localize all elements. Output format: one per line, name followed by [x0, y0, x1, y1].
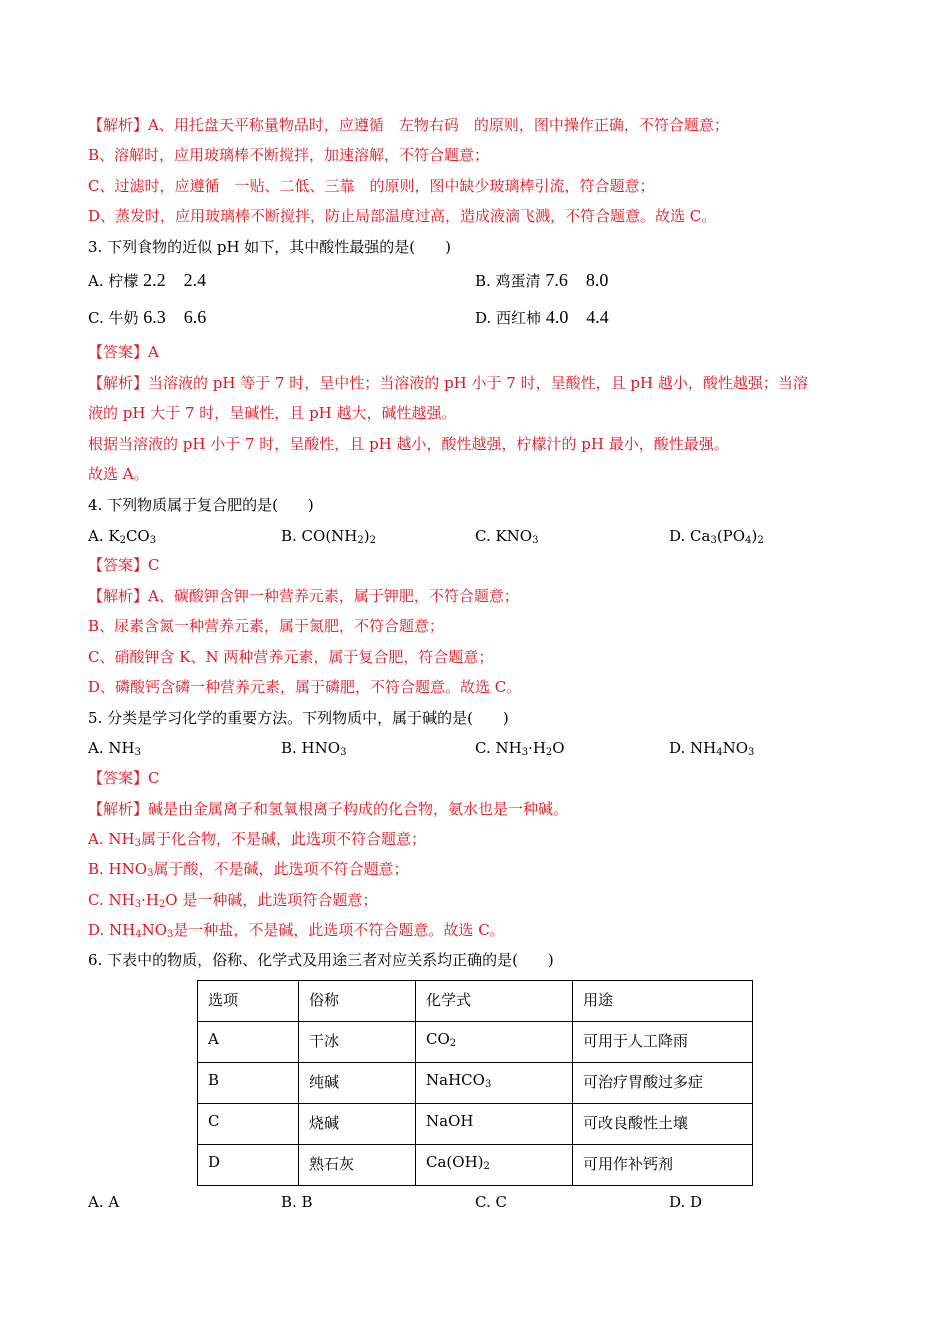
q2-analysis-a: 【解析】A、用托盘天平称量物品时，应遵循 左物右码 的原则，图中操作正确，不符合题意； [88, 116, 729, 134]
q4-analysis-c: C、硝酸钾含 K、N 两种营养元素，属于复合肥，符合题意； [88, 648, 494, 666]
table-cell: C [198, 1104, 299, 1145]
q4-option-b-text: B. CO(NH [281, 527, 358, 545]
subscript: 2 [757, 535, 764, 546]
q3-option-c [88, 307, 206, 328]
q4-option-a-text: CO [125, 527, 150, 545]
q5-analysis-d-text: 是一种盐，不是碱，此选项不符合题意。故选 C。 [173, 921, 505, 939]
q4-option-d-text: ) [751, 527, 758, 545]
q5-analysis-a-text: 属于化合物，不是碱，此选项不符合题意； [140, 830, 426, 848]
table-cell: 熟石灰 [299, 1145, 416, 1186]
q3-analysis-4: 故选 A。 [88, 465, 149, 483]
q4-option-d-text: D. Ca [669, 527, 711, 545]
q5-option-b-text: B. HNO [281, 739, 341, 757]
subscript: 4 [135, 929, 142, 940]
q6-stem: 6. 下表中的物质，俗称、化学式及用途三者对应关系均正确的是( ) [88, 951, 554, 969]
q4-option-b-text: ) [363, 527, 370, 545]
q5-stem: 5. 分类是学习化学的重要方法。下列物质中，属于碱的是( ) [88, 709, 509, 727]
subscript: 3 [484, 1079, 492, 1090]
formula-text: CO [426, 1030, 450, 1048]
table-cell: 可治疗胃酸过多症 [573, 1063, 753, 1104]
q5-option-d-text: NO [722, 739, 749, 757]
q4-stem: 4. 下列物质属于复合肥的是( ) [88, 496, 314, 514]
table-cell [416, 1022, 573, 1063]
table-cell: 干冰 [299, 1022, 416, 1063]
subscript: 2 [449, 1038, 457, 1049]
table-row [198, 1063, 753, 1104]
q5-option-b [281, 738, 346, 758]
q6-table [197, 980, 753, 1186]
subscript: 3 [147, 868, 154, 879]
subscript: 3 [167, 929, 174, 940]
q4-option-c [475, 526, 538, 546]
subscript: 3 [134, 899, 142, 910]
q5-analysis-d-text: D. NH [88, 921, 136, 939]
q3-analysis-3: 根据当溶液的 pH 小于 7 时，呈酸性，且 pH 越小，酸性越强，柠檬汁的 pH 最小，酸性最强。 [88, 435, 729, 453]
subscript: 3 [134, 838, 141, 849]
q4-option-a-text: A. K [88, 527, 120, 545]
q5-option-c [475, 738, 565, 758]
formula-text: NaOH [426, 1112, 474, 1130]
q5-analysis-b [88, 859, 890, 879]
q4-analysis-b: B、尿素含氮一种营养元素，属于氮肥，不符合题意； [88, 617, 445, 635]
table-header-cell: 选项 [198, 981, 299, 1022]
subscript: 3 [149, 535, 157, 546]
q3-option-d-label: D. 西红柿 [475, 309, 542, 327]
table-cell: A [198, 1022, 299, 1063]
subscript: 3 [710, 535, 717, 546]
table-row [198, 1022, 753, 1063]
q4-answer: 【答案】C [88, 556, 160, 574]
q5-option-d [669, 738, 754, 758]
q4-option-d-text: (PO [716, 527, 746, 545]
q6-choice-b: B. B [281, 1193, 313, 1211]
table-cell: 烧碱 [299, 1104, 416, 1145]
q5-option-a-text: A. NH [88, 739, 135, 757]
table-cell: B [198, 1063, 299, 1104]
q3-option-b [475, 270, 608, 291]
q5-option-a [88, 738, 141, 758]
table-cell: 可用于人工降雨 [573, 1022, 753, 1063]
q5-answer: 【答案】C [88, 769, 160, 787]
q4-analysis-d: D、磷酸钙含磷一种营养元素，属于磷肥，不符合题意。故选 C。 [88, 678, 522, 696]
q5-analysis-c-text: C. NH [88, 891, 135, 909]
table-header-cell: 用途 [573, 981, 753, 1022]
q5-analysis-b-text: 属于酸，不是碱，此选项不符合题意； [153, 860, 409, 878]
subscript: 3 [748, 747, 755, 758]
q4-option-a [88, 526, 156, 546]
q5-analysis-c-text: ·H [141, 891, 159, 909]
q3-option-a-range: 2.2 2.4 [143, 270, 207, 290]
q3-analysis-2: 液的 pH 大于 7 时，呈碱性，且 pH 越大，碱性越强。 [88, 404, 457, 422]
q3-option-b-range: 7.6 8.0 [545, 270, 609, 290]
q5-option-c-text: O [552, 739, 565, 757]
subscript: 4 [745, 535, 752, 546]
subscript: 3 [532, 535, 539, 546]
subscript: 3 [134, 747, 141, 758]
table-cell [416, 1063, 573, 1104]
subscript: 3 [340, 747, 347, 758]
table-cell [416, 1104, 573, 1145]
q3-option-a-label: A. 柠檬 [88, 272, 139, 290]
formula-text: Ca(OH) [426, 1153, 484, 1171]
q4-analysis-a: 【解析】A、碳酸钾含钾一种营养元素，属于钾肥，不符合题意； [88, 587, 519, 605]
subscript: 3 [521, 747, 529, 758]
table-header-cell: 俗称 [299, 981, 416, 1022]
q3-analysis-1: 【解析】当溶液的 pH 等于 7 时，呈中性；当溶液的 pH 小于 7 时，呈酸性，且 pH 越小，酸性越强；当溶 [88, 374, 808, 392]
q5-option-d-text: D. NH [669, 739, 717, 757]
q2-analysis-c: C、过滤时，应遵循 一贴、二低、三靠 的原则，图中缺少玻璃棒引流，符合题意； [88, 177, 655, 195]
q5-analysis-c [88, 890, 890, 910]
table-row [198, 1104, 753, 1145]
table-header-row [198, 981, 753, 1022]
q3-option-b-label: B. 鸡蛋清 [475, 272, 541, 290]
subscript: 2 [158, 899, 166, 910]
q4-option-d [669, 526, 764, 546]
table-cell: 可用作补钙剂 [573, 1145, 753, 1186]
q3-stem: 3. 下列食物的近似 pH 如下，其中酸性最强的是( ) [88, 238, 452, 256]
table-cell [416, 1145, 573, 1186]
subscript: 2 [119, 535, 126, 546]
q5-analysis-b-text: B. HNO [88, 860, 148, 878]
subscript: 2 [369, 535, 377, 546]
q5-option-c-text: ·H [528, 739, 546, 757]
subscript: 2 [357, 535, 364, 546]
q6-choice-c: C. C [475, 1193, 507, 1211]
q5-analysis-c-text: O 是一种碱，此选项符合题意； [165, 891, 378, 909]
table-cell: 可改良酸性土壤 [573, 1104, 753, 1145]
q3-option-a [88, 270, 206, 291]
q5-analysis: 【解析】碱是由金属离子和氢氧根离子构成的化合物，氨水也是一种碱。 [88, 800, 569, 818]
q6-choice-a: A. A [88, 1193, 120, 1211]
subscript: 2 [545, 747, 553, 758]
table-cell: 纯碱 [299, 1063, 416, 1104]
q4-option-b [281, 526, 376, 546]
q3-option-d [475, 307, 609, 328]
q6-choice-d: D. D [669, 1193, 703, 1211]
q5-analysis-a-text: A. NH [88, 830, 135, 848]
q4-option-c-text: C. KNO [475, 527, 533, 545]
q2-analysis-b: B、溶解时，应用玻璃棒不断搅拌，加速溶解，不符合题意； [88, 146, 490, 164]
formula-text: NaHCO [426, 1071, 485, 1089]
q5-analysis-d-text: NO [141, 921, 168, 939]
q2-analysis-d: D、蒸发时，应用玻璃棒不断搅拌，防止局部温度过高，造成液滴飞溅，不符合题意。故选 C。 [88, 207, 717, 225]
q5-analysis-a [88, 829, 890, 849]
q3-answer: 【答案】A [88, 343, 159, 361]
q5-analysis-d [88, 920, 890, 940]
table-header-cell: 化学式 [416, 981, 573, 1022]
table-row [198, 1145, 753, 1186]
table-cell: D [198, 1145, 299, 1186]
subscript: 2 [483, 1161, 490, 1172]
q3-option-d-range: 4.0 4.4 [545, 307, 609, 327]
q5-option-c-text: C. NH [475, 739, 522, 757]
q3-option-c-range: 6.3 6.6 [143, 307, 207, 327]
subscript: 4 [716, 747, 723, 758]
q3-option-c-label: C. 牛奶 [88, 309, 139, 327]
